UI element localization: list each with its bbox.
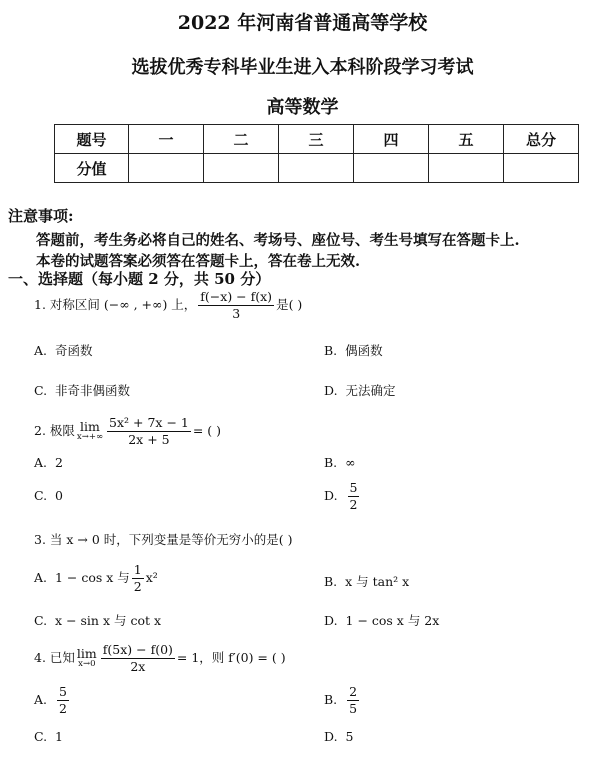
question-3: 3. 当 x → 0 时，下列变量是等价无穷小的是( ) (34, 532, 293, 547)
fraction: $\frac{5}{2}$ (58, 684, 67, 716)
option-c: C. 1 (34, 729, 63, 744)
question-2 (34, 416, 221, 447)
option-c: C. x − sin x 与 cot x (34, 613, 162, 628)
fraction: $\frac{1}{2}$ (133, 562, 142, 594)
fraction (101, 643, 175, 674)
exam-title: 2022 年河南省普通高等学校 (177, 12, 428, 34)
table-cell: 题号 (55, 125, 129, 154)
option-a: A. $\frac{5}{2}$ (34, 684, 67, 716)
option-a: A. 2 (34, 455, 63, 470)
question-text: 4. 已知 (34, 649, 75, 665)
table-cell: 二 (204, 125, 279, 154)
fraction-numerator: f(−x) − f(x) (200, 289, 273, 304)
table-header-row (55, 125, 579, 154)
fraction-denominator: 3 (232, 305, 241, 321)
fraction (107, 416, 191, 447)
score-field (354, 154, 429, 183)
question-text: = ( ) (192, 422, 222, 438)
option-b: B. ∞ (324, 455, 356, 470)
question-text: 2. 极限 (34, 422, 75, 438)
score-field (429, 154, 504, 183)
option-d: D. $\frac{5}{2}$ (324, 480, 358, 512)
option-d: D. 无法确定 (324, 383, 396, 398)
fraction (198, 290, 274, 321)
question-4 (34, 643, 286, 674)
score-field (129, 154, 204, 183)
question-1 (34, 290, 302, 321)
notice-line: 本卷的试题答案必须答在答题卡上，答在卷上无效. (36, 253, 361, 270)
table-cell: 三 (279, 125, 354, 154)
question-text: = 1，则 f′(0) = ( ) (176, 649, 286, 665)
notice-line: 答题前，考生务必将自己的姓名、考场号、座位号、考生号填写在答题卡上. (36, 232, 520, 249)
limit-operator: lim x→+∞ (76, 419, 104, 443)
fraction-numerator: f(5x) − f(0) (102, 642, 173, 657)
question-text: 是( ) (276, 296, 303, 312)
section-heading: 一、选择题（每小题 2 分，共 50 分） (8, 270, 271, 288)
score-field (504, 154, 579, 183)
option-b: B. $\frac{2}{5}$ (324, 684, 358, 716)
option-b: B. x 与 tan² x (324, 574, 410, 589)
notice-heading: 注意事项: (8, 207, 74, 225)
option-c: C. 0 (34, 488, 63, 503)
exam-subtitle: 选拔优秀专科毕业生进入本科阶段学习考试 (131, 57, 474, 78)
table-row (55, 154, 579, 183)
table-cell: 一 (129, 125, 204, 154)
question-text: 1. 对称区间 (−∞ , +∞) 上， (34, 296, 197, 312)
subject-title: 高等数学 (266, 97, 339, 118)
option-a: A. 1 − cos x 与 $\frac{1}{2}$ x² (34, 562, 158, 594)
score-field (204, 154, 279, 183)
option-c: C. 非奇非偶函数 (34, 383, 131, 398)
option-b: B. 偶函数 (324, 343, 383, 358)
table-cell: 分值 (55, 154, 129, 183)
fraction-denominator: 2x (130, 658, 146, 674)
option-a: A. 奇函数 (34, 343, 93, 358)
table-cell: 总分 (504, 125, 579, 154)
limit-operator: lim x→0 (76, 646, 97, 670)
option-d: D. 5 (324, 729, 354, 744)
fraction-denominator: 2x + 5 (128, 431, 170, 447)
fraction: $\frac{2}{5}$ (349, 684, 358, 716)
option-d: D. 1 − cos x 与 2x (324, 613, 440, 628)
score-field (279, 154, 354, 183)
fraction: $\frac{5}{2}$ (349, 480, 358, 512)
table-cell: 四 (354, 125, 429, 154)
score-table (54, 124, 579, 183)
fraction-numerator: 5x² + 7x − 1 (109, 415, 189, 430)
table-cell: 五 (429, 125, 504, 154)
